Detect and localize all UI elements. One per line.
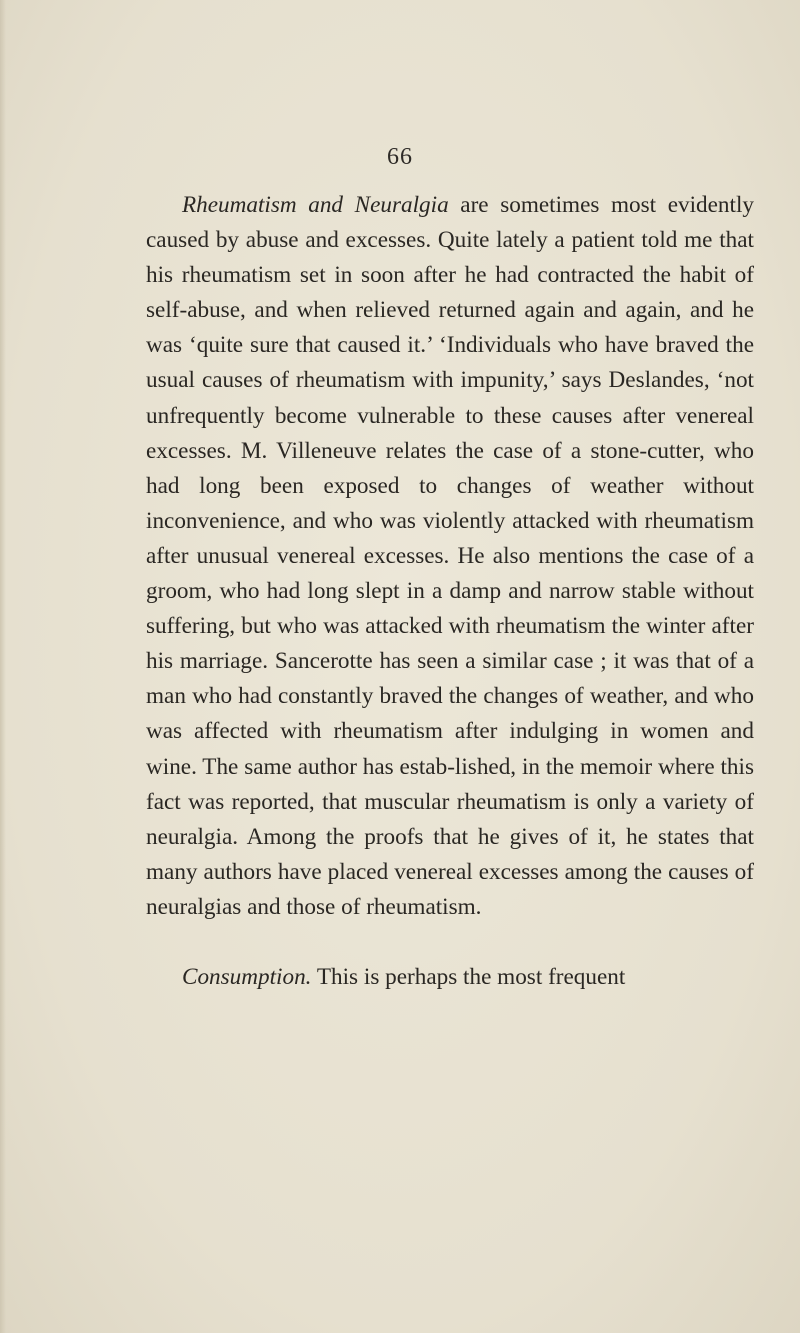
paragraph-consumption: [146, 960, 754, 995]
paragraph-body: are sometimes most evidently caused by abuse and excesses. Quite lately a patient told me that his rheumatism set in soon after he had contracted the habit of self-abuse, and when relieved returned again and again, and he was ‘quite sure that caused it.’ ‘Individuals who have braved the usual causes of rheumatism with impunity,’ says Deslandes, ‘not unfrequently become vulnerable to these causes after venereal excesses. M. Villeneuve relates the case of a stone-cutter, who had long been exposed to changes of weather without inconvenience, and who was violently attacked with rheumatism after unusual venereal excesses. He also mentions the case of a groom, who had long slept in a damp and narrow stable without suffering, but who was attacked with rheumatism the winter after his marriage. Sancerotte has seen a similar case ; it was that of a man who had constantly braved the changes of weather, and who was affected with rheumatism after indulging in women and wine. The same author has estab-lished, in the memoir where this fact was reported, that muscular rheumatism is only a variety of neuralgia. Among the proofs that he gives of it, he states that many authors have placed venereal excesses among the causes of neuralgias and those of rheumatism.: [146, 192, 754, 920]
page-number: 66: [387, 144, 413, 170]
paragraph-rheumatism: [146, 188, 754, 925]
paragraph-body: This is perhaps the most frequent: [311, 963, 626, 990]
page-binding-edge: [0, 0, 6, 1333]
paragraph-lead-in: Rheumatism and Neuralgia: [182, 192, 449, 218]
page-text: [146, 188, 754, 995]
paragraph-lead-in: Consumption.: [182, 963, 312, 990]
